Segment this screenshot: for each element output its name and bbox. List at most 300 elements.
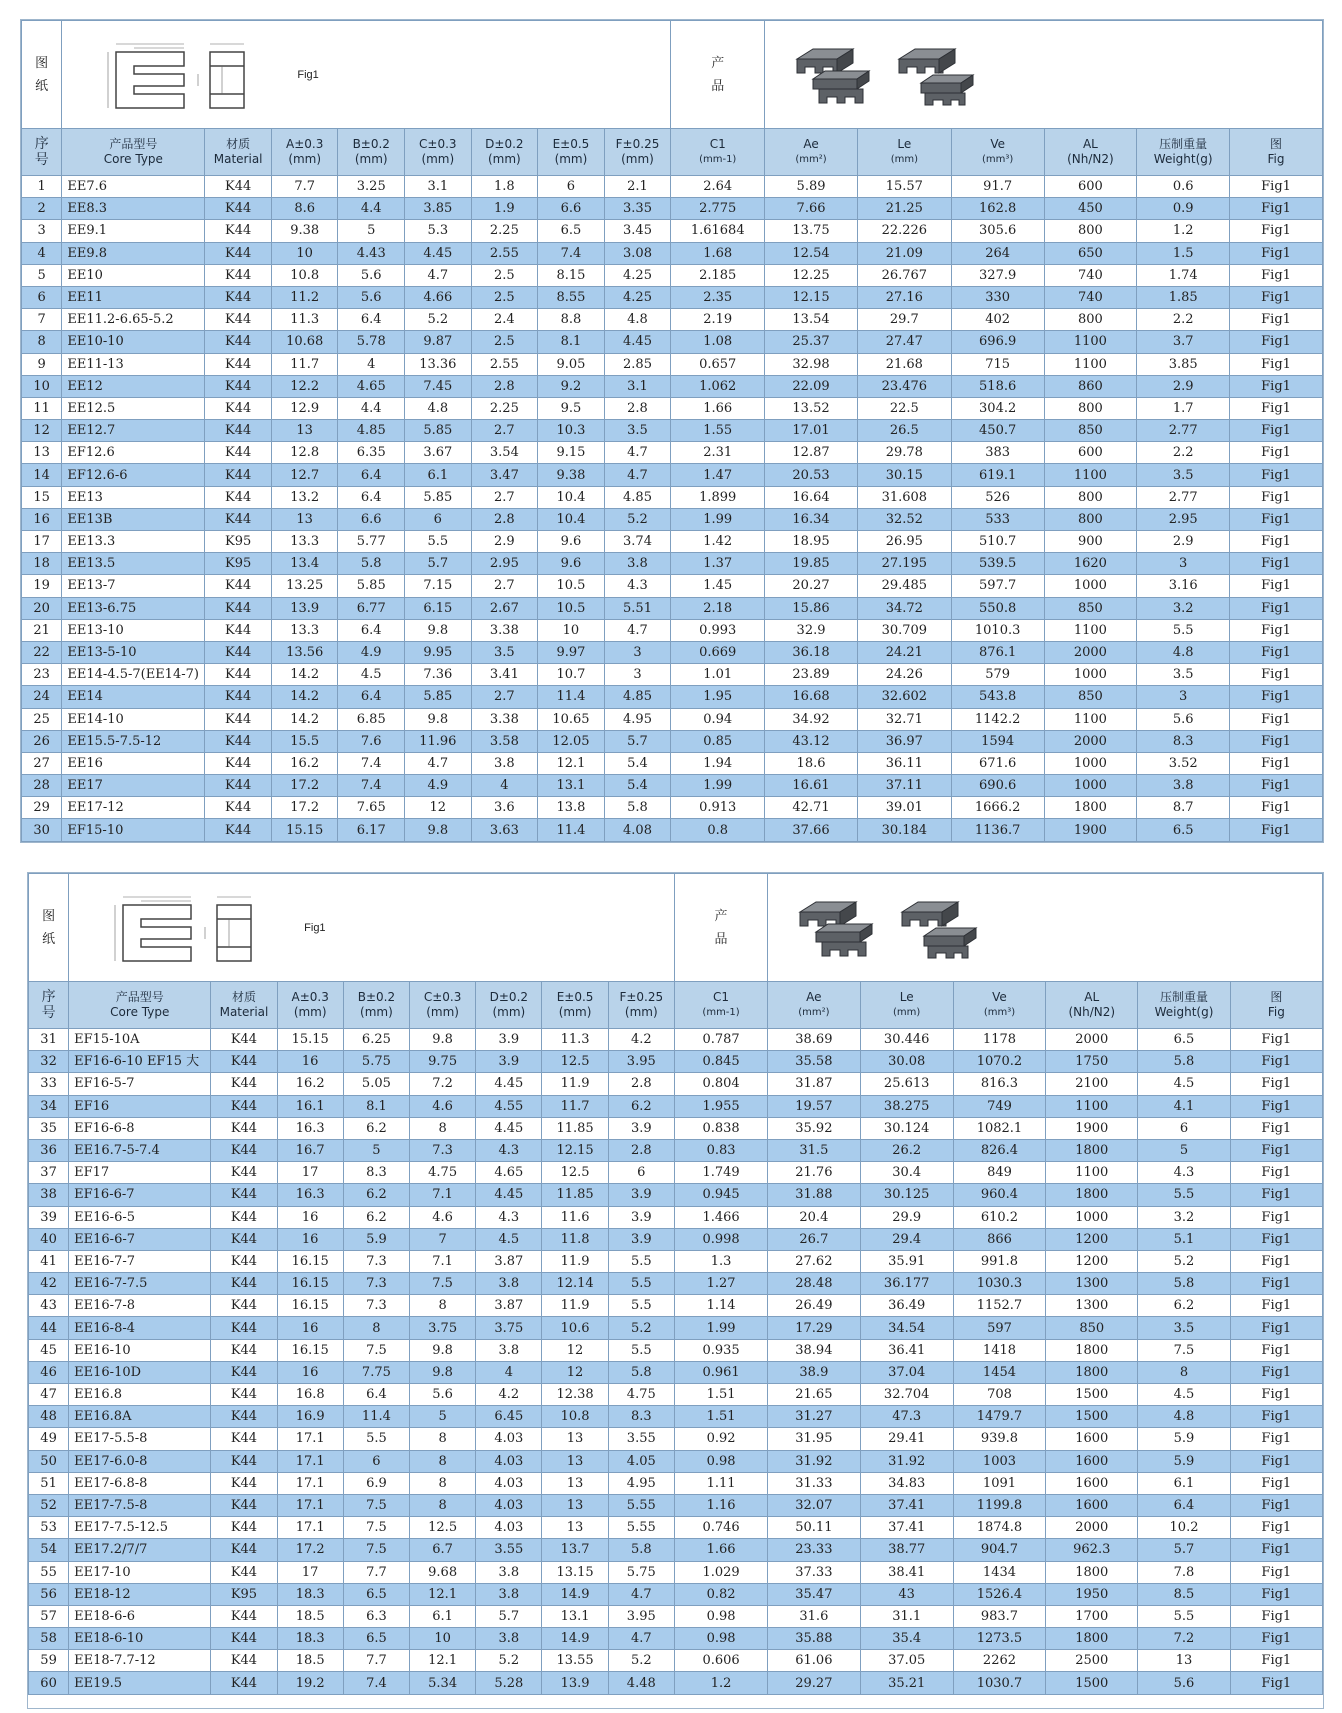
column-header [271,129,338,176]
table-cell: 5.85 [338,575,405,597]
table-cell: 13.56 [271,641,338,663]
table-cell: 1874.8 [953,1517,1045,1539]
table-cell: 7.3 [410,1139,476,1161]
table-cell: 939.8 [953,1428,1045,1450]
table-cell: EE16-10D [69,1361,211,1383]
table-cell: 32.07 [768,1494,860,1516]
table-cell: 3.6 [471,797,538,819]
table-cell: 2.8 [471,508,538,530]
table-cell: 10.5 [538,597,605,619]
column-header [953,982,1045,1029]
table-cell: 579 [951,664,1044,686]
table-cell: 39 [29,1206,69,1228]
table-row [29,1273,1323,1295]
table-cell: 9.5 [538,397,605,419]
column-header-title: B±0.2 [357,990,396,1004]
table-cell: 1500 [1046,1384,1138,1406]
table-row [29,1250,1323,1272]
table-cell: 12.5 [410,1517,476,1539]
table-cell: 1594 [951,730,1044,752]
table-cell: 35.58 [768,1051,860,1073]
table-cell: Fig1 [1230,553,1323,575]
table-row [22,775,1323,797]
table-cell: 0.98 [674,1628,767,1650]
table-cell: 8.5 [1138,1583,1230,1605]
table-cell: 4.7 [604,464,671,486]
table-row [22,286,1323,308]
table-cell: K44 [211,1472,277,1494]
table-cell: 16 [277,1228,343,1250]
table-cell: 11.3 [542,1029,608,1051]
table-cell: 5.8 [608,1539,674,1561]
table-cell: 305.6 [951,220,1044,242]
table-cell: 1.66 [674,1539,767,1561]
table-cell: 16 [277,1317,343,1339]
table-row [29,1317,1323,1339]
column-header-unit: (mm) [354,152,388,166]
table-cell: 3.8 [476,1339,542,1361]
table-cell: 5.5 [343,1428,409,1450]
table-cell: Fig1 [1230,420,1323,442]
table-cell: 17.2 [277,1539,343,1561]
table-cell: 35.47 [768,1583,860,1605]
table-cell: 10.68 [271,331,338,353]
table-cell: Fig1 [1230,1250,1322,1272]
table-cell: 533 [951,508,1044,530]
table-cell: 29.41 [860,1428,953,1450]
table-cell: 6.5 [1138,1029,1230,1051]
table-cell: 2.95 [471,553,538,575]
table-cell: 5.9 [1138,1428,1230,1450]
table-cell: 30.184 [857,819,951,841]
table-cell: 3 [604,664,671,686]
table-cell: 1.94 [671,752,765,774]
table-cell: 1.16 [674,1494,767,1516]
column-header-unit: (mm) [426,1005,459,1019]
table-cell: 2.7 [471,420,538,442]
table-cell: 5 [343,1139,409,1161]
table-cell: 13.54 [765,309,858,331]
table-cell: 7.5 [343,1494,409,1516]
table-cell: 1.85 [1137,286,1230,308]
table-cell: 5.8 [338,553,405,575]
table-cell: 600 [1044,176,1137,198]
column-header-unit: 号 [41,1005,56,1021]
table-cell: 5.4 [604,752,671,774]
table-cell: 30.124 [860,1117,953,1139]
table-cell: 38.9 [768,1361,860,1383]
table-row [29,1428,1323,1450]
table-cell: EF16-6-10 EF15 大 [69,1051,211,1073]
column-header-unit: 号 [34,152,49,168]
table-cell: 32.52 [857,508,951,530]
product-label-char: 品 [711,78,725,94]
table-cell: 5.77 [338,531,405,553]
table-cell: 17.1 [277,1494,343,1516]
table-cell: EE14 [62,686,205,708]
table-cell: 10 [22,375,62,397]
table-cell: 4.25 [604,286,671,308]
table-cell: 3.85 [1137,353,1230,375]
table-cell: EE16-6-5 [69,1206,211,1228]
core-dimension-drawing [98,30,258,120]
table-cell: 5.2 [1138,1250,1230,1272]
table-cell: 10 [271,242,338,264]
table-cell: 5.89 [765,176,858,198]
table-cell: 20.53 [765,464,858,486]
core-dimension-drawing [105,883,265,973]
table-cell: 50 [29,1450,69,1472]
table-cell: 650 [1044,242,1137,264]
table-cell: 16.64 [765,486,858,508]
column-header-title: F±0.25 [619,990,664,1004]
column-header-title: Ve [990,137,1005,151]
table-cell: 4.7 [608,1583,674,1605]
table-cell: 2.7 [471,486,538,508]
table-cell: 826.4 [953,1139,1045,1161]
table-cell: 6.4 [338,486,405,508]
table-cell: 19 [22,575,62,597]
table-cell: 0.82 [674,1583,767,1605]
table-cell: 11.2 [271,286,338,308]
table-cell: 9.6 [538,553,605,575]
table-cell: 7.66 [765,198,858,220]
table-row [29,1628,1323,1650]
table-cell: 4.66 [405,286,472,308]
table-cell: EF16-6-7 [69,1184,211,1206]
table-cell: 5.9 [343,1228,409,1250]
table-row [22,242,1323,264]
table-cell: 13 [271,508,338,530]
table-cell: 35.4 [860,1628,953,1650]
table-cell: Fig1 [1230,775,1323,797]
column-header-title: Le [899,990,914,1004]
table-cell: 36.18 [765,641,858,663]
table-cell: 4 [471,775,538,797]
table-cell: 7.5 [410,1273,476,1295]
table-cell: 21.25 [857,198,951,220]
table-cell: 25.37 [765,331,858,353]
table-cell: 696.9 [951,331,1044,353]
column-header [604,129,671,176]
table-cell: 8.55 [538,286,605,308]
table-cell: 2.67 [471,597,538,619]
table-cell: 10.4 [538,508,605,530]
table-cell: 5.85 [405,420,472,442]
table-cell: 9.6 [538,531,605,553]
table-cell: 43 [860,1583,953,1605]
table-cell: 1600 [1046,1428,1138,1450]
table-cell: 1900 [1044,819,1137,841]
table-cell: 3.85 [405,198,472,220]
table-cell: 0.804 [674,1073,767,1095]
table-cell: 12.54 [765,242,858,264]
table-cell: 2.7 [471,686,538,708]
table-cell: 32.71 [857,708,951,730]
table-row [22,641,1323,663]
drawing-wrap [62,25,670,125]
table-cell: 4 [22,242,62,264]
table-cell: 13.25 [271,575,338,597]
table-cell: 7.1 [410,1184,476,1206]
table-cell: 6.4 [338,686,405,708]
table-cell: 13 [542,1450,608,1472]
column-header-title: B±0.2 [352,137,390,151]
table-cell: 30.15 [857,464,951,486]
table-cell: 23 [22,664,62,686]
table-cell: 4.1 [1138,1095,1230,1117]
table-cell: 2.2 [1137,309,1230,331]
table-cell: 1.7 [1137,397,1230,419]
table-cell: K95 [205,531,272,553]
table-cell: 6.17 [338,819,405,841]
table-cell: 8.3 [1137,730,1230,752]
table-cell: K44 [211,1561,277,1583]
drawing-cell [69,874,675,982]
table-cell: Fig1 [1230,1051,1322,1073]
column-header-title: E±0.5 [556,990,594,1004]
table-cell: 11.6 [542,1206,608,1228]
column-header-title: Ae [803,137,819,151]
table-cell: 5.7 [476,1605,542,1627]
table-cell: 1100 [1044,353,1137,375]
table-cell: 31 [29,1029,69,1051]
table-cell: 13 [542,1428,608,1450]
table-cell: 6 [538,176,605,198]
table-cell: 0.8 [671,819,765,841]
table-cell: 6 [22,286,62,308]
table-cell: 4.25 [604,264,671,286]
table-cell: 1000 [1044,752,1137,774]
table-cell: 708 [953,1384,1045,1406]
table-cell: 13.2 [271,486,338,508]
column-header-title: 产品型号 [115,990,164,1004]
table-cell: 4.75 [410,1162,476,1184]
table-cell: 29.4 [860,1228,953,1250]
table-cell: Fig1 [1230,641,1323,663]
table-cell: 11.9 [542,1073,608,1095]
table-cell: 15.5 [271,730,338,752]
table-cell: 31.27 [768,1406,860,1428]
table-cell: 1800 [1046,1628,1138,1650]
table-cell: 8 [410,1428,476,1450]
table-cell: K44 [211,1384,277,1406]
table-cell: Fig1 [1230,1539,1322,1561]
table-cell: 4.6 [410,1095,476,1117]
table-cell: 16.9 [277,1406,343,1428]
table-cell: 26 [22,730,62,752]
table-cell: 5 [1138,1139,1230,1161]
table-cell: EE18-7.7-12 [69,1650,211,1672]
table-row [29,1583,1323,1605]
table-cell: EE16.8 [69,1384,211,1406]
table-cell: 2.77 [1137,420,1230,442]
table-cell: 0.85 [671,730,765,752]
product-photo-cell [768,874,1323,982]
table-cell: 6.7 [410,1539,476,1561]
table-cell: 23.89 [765,664,858,686]
table-cell: Fig1 [1230,1228,1322,1250]
table-cell: 4.45 [476,1073,542,1095]
column-header-title: 图 [1270,137,1283,151]
table-cell: 5.8 [1138,1051,1230,1073]
table-cell: 1100 [1044,331,1137,353]
table-cell: 3.75 [410,1317,476,1339]
table-cell: 37.66 [765,819,858,841]
table-cell: 24.21 [857,641,951,663]
table-cell: 54 [29,1539,69,1561]
table-cell: K44 [211,1139,277,1161]
table-cell: 3.1 [604,375,671,397]
column-header-unit: (mm) [293,1005,327,1019]
table-cell: Fig1 [1230,1206,1322,1228]
table-cell: 1010.3 [951,619,1044,641]
table-cell: 5.5 [1138,1184,1230,1206]
table-cell: Fig1 [1230,220,1323,242]
table-cell: 1200 [1046,1228,1138,1250]
table-cell: 7.4 [338,775,405,797]
table-cell: 18.3 [277,1583,343,1605]
table-row [29,1450,1323,1472]
table-cell: 2.85 [604,353,671,375]
table-cell: 58 [29,1628,69,1650]
table-cell: 800 [1044,508,1137,530]
table-cell: 4.85 [338,420,405,442]
table-row [29,1029,1323,1051]
table-cell: 6.5 [343,1628,409,1650]
table-cell: K44 [205,664,272,686]
table-cell: 1 [22,176,62,198]
table-cell: 24 [22,686,62,708]
table-cell: 2000 [1044,730,1137,752]
table-cell: 30.08 [860,1051,953,1073]
table-cell: 1.55 [671,420,765,442]
table-cell: 5 [410,1406,476,1428]
table-cell: K44 [205,686,272,708]
table-cell: 9.75 [410,1051,476,1073]
photo-holder [765,33,1322,117]
table-cell: 11.3 [271,309,338,331]
table-cell: EE16-8-4 [69,1317,211,1339]
table-cell: 2.95 [1137,508,1230,530]
table-cell: K44 [205,464,272,486]
table-cell: 6.2 [343,1206,409,1228]
column-header [951,129,1044,176]
table-cell: 4.05 [608,1450,674,1472]
table-cell: Fig1 [1230,176,1323,198]
table-cell: 46 [29,1361,69,1383]
table-cell: 904.7 [953,1539,1045,1561]
table-cell: 162.8 [951,198,1044,220]
table-cell: 4.5 [1138,1384,1230,1406]
table-cell: 23.33 [768,1539,860,1561]
table-cell: 5.28 [476,1672,542,1694]
table-cell: 4.03 [476,1472,542,1494]
table-cell: 35.91 [860,1250,953,1272]
table-cell: EE12 [62,375,205,397]
table-cell: 30.4 [860,1162,953,1184]
table-cell: 1.99 [671,508,765,530]
column-header-unit: Weight(g) [1153,152,1213,166]
table-cell: 14.9 [542,1583,608,1605]
table-cell: 6 [1138,1117,1230,1139]
table-cell: Fig1 [1230,1472,1322,1494]
column-header [1046,982,1138,1029]
table-cell: 3.9 [608,1228,674,1250]
table-cell: 13 [542,1494,608,1516]
table-cell: 4.95 [604,708,671,730]
table-cell: 16 [277,1206,343,1228]
column-header-unit: (mm) [421,152,455,166]
table-cell: 12.1 [538,752,605,774]
table-cell: 7.75 [343,1361,409,1383]
table-cell: 4.5 [476,1228,542,1250]
table-cell: 4.8 [1137,641,1230,663]
table-cell: 17.1 [277,1428,343,1450]
table-row [22,819,1323,841]
table-cell: 0.993 [671,619,765,641]
table-cell: 1600 [1046,1450,1138,1472]
table-cell: EE19.5 [69,1672,211,1694]
table-cell: 15.15 [271,819,338,841]
table-cell: K44 [205,442,272,464]
table-cell: EE13.3 [62,531,205,553]
table-cell: 1800 [1044,797,1137,819]
table-cell: EE9.1 [62,220,205,242]
table-cell: 3.55 [476,1539,542,1561]
column-header [338,129,405,176]
table-cell: 5.5 [608,1339,674,1361]
table-cell: 3.8 [1137,775,1230,797]
table-cell: 2262 [953,1650,1045,1672]
table-cell: 1.27 [674,1273,767,1295]
table-cell: 4.7 [405,752,472,774]
table-cell: 29.9 [860,1206,953,1228]
table-cell: 3.8 [476,1583,542,1605]
table-cell: 11.4 [538,819,605,841]
table-row [29,1095,1323,1117]
table-cell: 12.1 [410,1583,476,1605]
table-cell: 6.4 [338,464,405,486]
table-cell: K44 [211,1317,277,1339]
table-cell: 5.5 [1138,1605,1230,1627]
table-cell: 34.54 [860,1317,953,1339]
table-cell: 32.704 [860,1384,953,1406]
table-cell: EE14-4.5-7(EE14-7) [62,664,205,686]
table-cell: 850 [1044,686,1137,708]
table-cell: 3.67 [405,442,472,464]
table-cell: EE7.6 [62,176,205,198]
table-cell: 11.85 [542,1117,608,1139]
table-cell: 49 [29,1428,69,1450]
table-cell: 30.125 [860,1184,953,1206]
table-row [22,420,1323,442]
table-cell: 1136.7 [951,819,1044,841]
table-cell: EF12.6-6 [62,464,205,486]
table-cell: K44 [211,1339,277,1361]
column-header-title: F±0.25 [615,137,660,151]
table-cell: 510.7 [951,531,1044,553]
table-cell: 7.3 [343,1295,409,1317]
table-cell: 3.87 [476,1250,542,1272]
table-cell: K44 [211,1295,277,1317]
column-header-unit: (mm-1) [702,1007,740,1018]
table-cell: 6.4 [338,309,405,331]
table-row [22,397,1323,419]
table-cell: 12.05 [538,730,605,752]
table-cell: 264 [951,242,1044,264]
table-cell: 850 [1044,420,1137,442]
